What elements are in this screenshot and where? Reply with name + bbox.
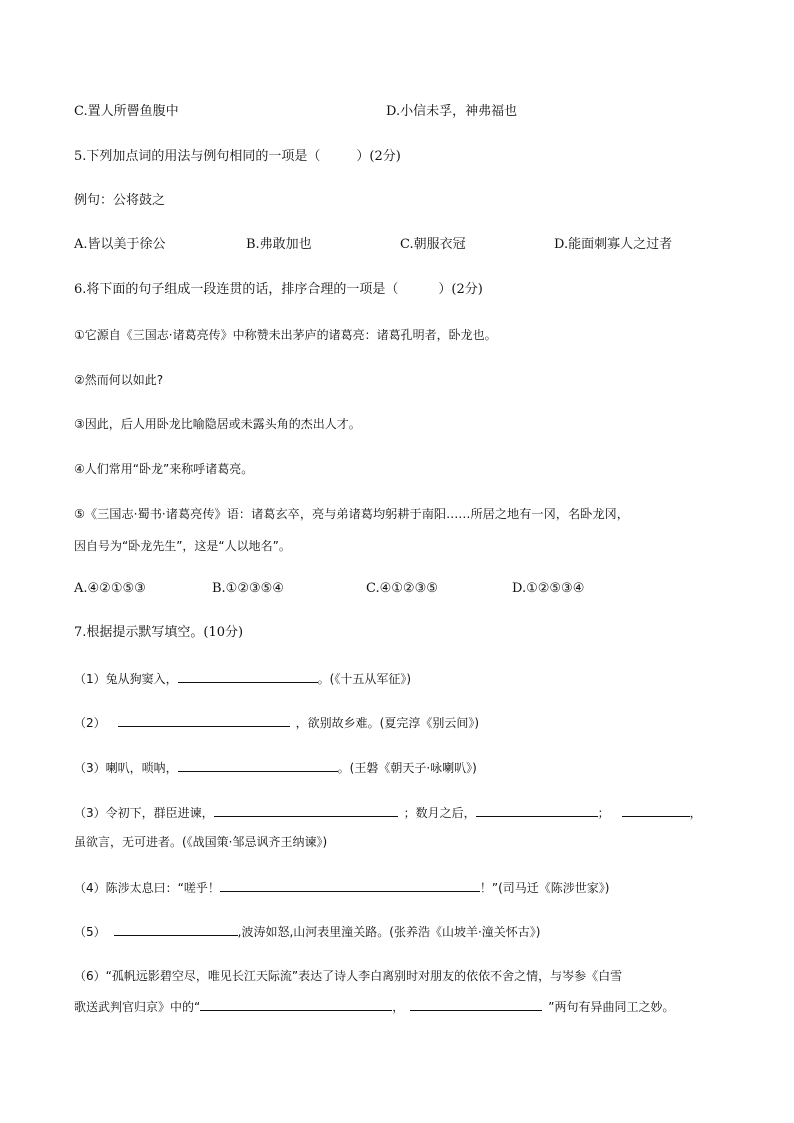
- q7-item-5-source: ！”(司马迁《陈涉世家》): [479, 881, 610, 895]
- answer-blank[interactable]: [214, 803, 398, 817]
- q7-item-3-source: 。(王磐《朝天子·咏喇叭》): [337, 761, 477, 775]
- q7-item-7: （6）“孤帆远影碧空尽，唯见长江天际流”表达了诗人李白离别时对朋友的依依不舍之情，与岑参《白雪: [74, 969, 623, 983]
- answer-blank[interactable]: [178, 758, 338, 772]
- q5-option-d: D.能面刺寡人之过者: [554, 237, 673, 252]
- q6-sentence-5-cont: 因自号为“卧龙先生”，这是“人以地名”。: [74, 539, 291, 553]
- q5-stem: [74, 148, 401, 166]
- answer-blank[interactable]: [476, 803, 598, 817]
- q6-option-b: B.①②③⑤④: [212, 581, 284, 596]
- q7-item-6: [74, 922, 540, 941]
- answer-blank[interactable]: [118, 713, 290, 727]
- q5-stem-text: 5.下列加点词的用法与例句相同的一项是（: [74, 149, 321, 164]
- q7-item-1-source: 。(《十五从军征》): [317, 672, 412, 686]
- q5-option-c: C.朝服衣冠: [400, 237, 466, 252]
- q7-item-4: [74, 803, 702, 822]
- q6-sentence-3: ③因此，后人用卧龙比喻隐居或未露头角的杰出人才。: [74, 417, 361, 431]
- q7-item-7-prefix: 歌送武判官归京》中的“: [74, 1000, 201, 1014]
- q7-item-2: [74, 713, 479, 732]
- q7-item-7-comma: ，: [392, 1000, 405, 1014]
- answer-blank[interactable]: [178, 669, 318, 683]
- answer-blank[interactable]: [220, 878, 480, 892]
- answer-blank[interactable]: [200, 997, 392, 1011]
- q4-option-d: D.小信未孚，神弗福也: [386, 104, 518, 119]
- q7-item-5: [74, 878, 609, 897]
- answer-blank[interactable]: [114, 922, 238, 936]
- q7-item-6-source: ,波涛如怒,山河表里潼关路。(张养浩《山坡羊·潼关怀古》): [237, 925, 541, 939]
- q7-item-1-prefix: （1）兔从狗窦入，: [74, 672, 178, 686]
- q5-option-a: A.皆以美于徐公: [74, 237, 166, 252]
- q7-item-7-cont: [74, 997, 674, 1016]
- answer-blank[interactable]: [410, 997, 542, 1011]
- q7-item-3-prefix: （3）喇叭，唢呐，: [74, 761, 178, 775]
- q6-sentence-1: ①它源自《三国志·诸葛亮传》中称赞未出茅庐的诸葛亮：诸葛孔明者，卧龙也。: [74, 328, 497, 342]
- q6-stem: [74, 281, 483, 299]
- q6-option-a: A.④②①⑤③: [74, 581, 146, 596]
- q7-item-1: [74, 669, 411, 688]
- q5-example: 例句：公将鼓之: [74, 193, 166, 208]
- q7-item-2-prefix: （2）: [74, 716, 106, 730]
- q6-stem-text: 6.将下面的句子组成一段连贯的话，排序合理的一项是（: [74, 282, 399, 297]
- q7-stem: 7.根据提示默写填空。(10分): [74, 625, 244, 640]
- answer-blank[interactable]: [622, 803, 690, 817]
- q7-item-6-prefix: （5）: [74, 925, 106, 939]
- q4-option-c: C.置人所罾鱼腹中: [74, 104, 179, 119]
- q7-item-4-prefix: （3）令初下，群臣进谏，: [74, 806, 214, 820]
- q6-stem-score: ）(2分): [438, 282, 483, 297]
- q7-item-2-source: ，欲别故乡难。(夏完淳《别云间》): [295, 716, 480, 730]
- q7-item-7-suffix: ”两句有异曲同工之妙。: [548, 1000, 675, 1014]
- q6-option-c: C.④①②③⑤: [366, 581, 438, 596]
- q7-item-4-mid: ；数月之后，: [403, 806, 476, 820]
- q7-item-4-sep: ；: [597, 806, 610, 820]
- q5-option-b: B.弗敢加也: [246, 237, 312, 252]
- q6-sentence-5: ⑤《三国志·蜀书·诸葛亮传》语：诸葛玄卒，亮与弟诸葛均躬耕于南阳……所居之地有一冈，名卧龙冈，: [74, 507, 629, 521]
- q7-item-3: [74, 758, 477, 777]
- q7-item-5-prefix: （4）陈涉太息曰：“嗟乎！: [74, 881, 220, 895]
- q6-sentence-2: ②然而何以如此?: [74, 373, 164, 387]
- q7-item-4-cont: 虽欲言，无可进者。(《战国策·邹忌讽齐王纳谏》): [74, 835, 328, 849]
- q5-stem-score: ）(2分): [356, 149, 401, 164]
- q7-item-4-comma: ，: [689, 806, 702, 820]
- q6-sentence-4: ④人们常用“卧龙”来称呼诸葛亮。: [74, 462, 254, 476]
- q6-option-d: D.①②⑤③④: [512, 581, 585, 596]
